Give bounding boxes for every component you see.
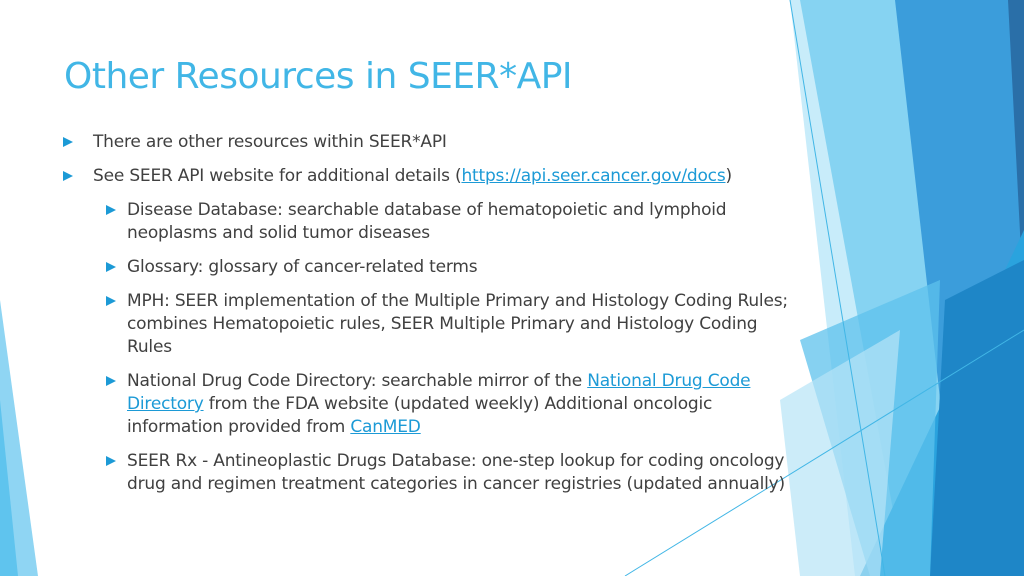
bullet-arrow-icon [63,171,73,181]
seer-api-docs-link[interactable]: https://api.seer.cancer.gov/docs [461,166,726,186]
sub-bullet-item [60,290,800,359]
sub-bullet-text: Glossary: glossary of cancer-related terms [127,257,478,277]
bullet-arrow-icon [106,205,116,215]
bullet-text-end: ) [725,166,732,186]
national-drug-code-directory-link[interactable]: National Drug Code Directory [127,371,751,414]
slide-title: Other Resources in SEER*API [64,56,573,97]
sub-bullet-text: Disease Database: searchable database of hematopoietic and lymphoid neoplasms and solid tumor diseases [127,200,727,243]
bullet-item [60,131,800,154]
bullet-list [60,131,800,507]
bullet-arrow-icon [106,296,116,306]
sub-bullet-text: SEER Rx - Antineoplastic Drugs Database: one-step lookup for coding oncology drug and regimen treatment categories in cancer registries (updated annually) [127,451,785,494]
bullet-arrow-icon [106,376,116,386]
bullet-arrow-icon [106,262,116,272]
sub-bullet-item [60,370,800,439]
bullet-text: See SEER API website for additional details ( [93,166,462,186]
sub-bullet-text: National Drug Code Directory: searchable mirror of the [127,371,588,391]
sub-bullet-item [60,450,800,496]
sub-bullet-item [60,256,800,279]
bullet-item [60,165,800,188]
bullet-arrow-icon [106,456,116,466]
bullet-text: There are other resources within SEER*API [93,132,447,152]
canmed-link[interactable]: CanMED [350,417,421,437]
sub-bullet-item [60,199,800,245]
sub-bullet-text-middle: from the FDA website (updated weekly) Additional oncologic information provided from [127,394,713,437]
bullet-arrow-icon [63,137,73,147]
sub-bullet-text: MPH: SEER implementation of the Multiple Primary and Histology Coding Rules; combines Hematopoietic rules, SEER Multiple Primary and Histology Coding Rules [127,291,788,357]
